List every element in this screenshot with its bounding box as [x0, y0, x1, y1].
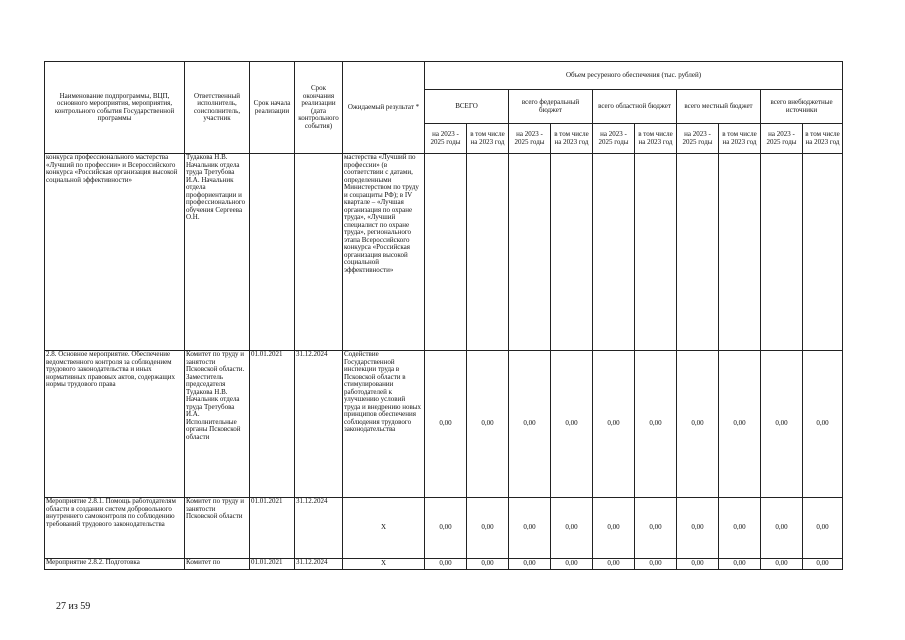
row-value: 0,00 — [467, 351, 509, 498]
row-value: 0,00 — [425, 559, 467, 570]
table-row — [45, 498, 843, 559]
row-value: 0,00 — [509, 351, 551, 498]
table-row — [45, 559, 843, 570]
row-value: 0,00 — [593, 498, 635, 559]
row-value — [467, 154, 509, 351]
row-start: 01.01.2021 — [250, 498, 295, 559]
row-name: Мероприятие 2.8.2. Подготовка — [45, 559, 185, 570]
row-value: 0,00 — [719, 559, 761, 570]
row-end — [295, 154, 343, 351]
row-value: 0,00 — [593, 559, 635, 570]
row-value: 0,00 — [677, 559, 719, 570]
row-start — [250, 154, 295, 351]
table-row — [45, 351, 843, 498]
row-value: 0,00 — [803, 351, 843, 498]
row-value: 0,00 — [467, 498, 509, 559]
page-number: 27 из 59 — [56, 601, 91, 612]
row-name: 2.8. Основное мероприятие. Обеспечение ведомственного контроля за соблюдением трудового законодательства и иных нормативных правовых актов, содержащих нормы трудового права — [45, 351, 185, 498]
header-sub-year: в том числе на 2023 год — [803, 124, 843, 154]
row-executor: Комитет по — [185, 559, 250, 570]
header-group-local: всего местный бюджет — [677, 90, 761, 124]
row-value: 0,00 — [719, 498, 761, 559]
header-start: Срок начала реализации — [250, 62, 295, 154]
header-sub-total: на 2023 - 2025 годы — [761, 124, 803, 154]
row-value: 0,00 — [761, 559, 803, 570]
row-value: 0,00 — [509, 498, 551, 559]
row-value: 0,00 — [635, 559, 677, 570]
header-sub-year: в том числе на 2023 год — [719, 124, 761, 154]
header-name: Наименование подпрограммы, ВЦП, основного мероприятия, мероприятия, контрольного события Государственной программы — [45, 62, 185, 154]
header-end: Срок окончания реализации (дата контрольного события) — [295, 62, 343, 154]
row-value: 0,00 — [635, 351, 677, 498]
row-value: 0,00 — [677, 498, 719, 559]
row-value: 0,00 — [761, 498, 803, 559]
header-sub-total: на 2023 - 2025 годы — [593, 124, 635, 154]
row-executor: Тудакова Н.В. Начальник отдела труда Третубова И.А. Начальник отдела профориентации и профессионального обучения Сергеева О.Н. — [185, 154, 250, 351]
row-value — [719, 154, 761, 351]
header-result: Ожидаемый результат * — [343, 62, 425, 154]
row-value — [677, 154, 719, 351]
row-value: 0,00 — [551, 351, 593, 498]
row-value — [551, 154, 593, 351]
table-row — [45, 154, 843, 351]
row-value — [425, 154, 467, 351]
row-value: 0,00 — [551, 559, 593, 570]
header-executor: Ответственный исполнитель, соисполнитель, участник — [185, 62, 250, 154]
header-resource-title: Объем ресуреного обеспечения (тыс. рублей) — [425, 62, 843, 90]
row-value: 0,00 — [719, 351, 761, 498]
row-value: 0,00 — [677, 351, 719, 498]
row-value — [761, 154, 803, 351]
header-group-regional: всего областной бюджет — [593, 90, 677, 124]
row-start: 01.01.2021 — [250, 559, 295, 570]
header-sub-total: на 2023 - 2025 годы — [509, 124, 551, 154]
row-value: 0,00 — [803, 559, 843, 570]
header-sub-total: на 2023 - 2025 годы — [425, 124, 467, 154]
row-value: 0,00 — [761, 351, 803, 498]
row-value — [593, 154, 635, 351]
row-result: Содействие Государственной инспекции труда в Псковской области в стимулировании работодателей к улучшению условий труда и внедрению новых принципов обеспечения соблюдения трудового законодательства — [343, 351, 425, 498]
row-value — [509, 154, 551, 351]
row-result: Х — [343, 498, 425, 559]
row-executor: Комитет по труду и занятости Псковской области — [185, 498, 250, 559]
row-name: Мероприятие 2.8.1. Помощь работодателям области в создании систем добровольного внутреннего самоконтроля по соблюдению требований трудового законодательства — [45, 498, 185, 559]
row-value: 0,00 — [425, 351, 467, 498]
row-value: 0,00 — [593, 351, 635, 498]
row-value: 0,00 — [425, 498, 467, 559]
row-result: мастерства «Лучший по профессии» (в соответствии с датами, определенными Министерством по труду и соцзащиты РФ); в IV квартале – «Лучшая организация по охране труда», «Лучший специалист по охране труда», регионального этапа Всероссийского конкурса «Российская организация высокой социальной эффективности» — [343, 154, 425, 351]
header-group-federal: всего федеральный бюджет — [509, 90, 593, 124]
row-executor: Комитет по труду и занятости Псковской области. Заместитель председателя Тудакова Н.В. Начальник отдела труда Третубова И.А. Исполнительные органы Псковской области — [185, 351, 250, 498]
row-name: конкурса профессионального мастерства «Лучший по профессии» и Всероссийского конкурса «Российская организация высокой социальной эффективности» — [45, 154, 185, 351]
row-value: 0,00 — [467, 559, 509, 570]
header-sub-year: в том числе на 2023 год — [635, 124, 677, 154]
header-group-total: ВСЕГО — [425, 90, 509, 124]
header-sub-total: на 2023 - 2025 годы — [677, 124, 719, 154]
row-end: 31.12.2024 — [295, 351, 343, 498]
row-start: 01.01.2021 — [250, 351, 295, 498]
row-value: 0,00 — [635, 498, 677, 559]
row-end: 31.12.2024 — [295, 559, 343, 570]
row-value: 0,00 — [509, 559, 551, 570]
row-value — [803, 154, 843, 351]
resource-table — [44, 61, 843, 570]
row-value: 0,00 — [803, 498, 843, 559]
header-sub-year: в том числе на 2023 год — [467, 124, 509, 154]
row-value: 0,00 — [551, 498, 593, 559]
row-end: 31.12.2024 — [295, 498, 343, 559]
row-result: Х — [343, 559, 425, 570]
header-group-extra: всего внебюджетные источники — [761, 90, 843, 124]
header-sub-year: в том числе на 2023 год — [551, 124, 593, 154]
row-value — [635, 154, 677, 351]
